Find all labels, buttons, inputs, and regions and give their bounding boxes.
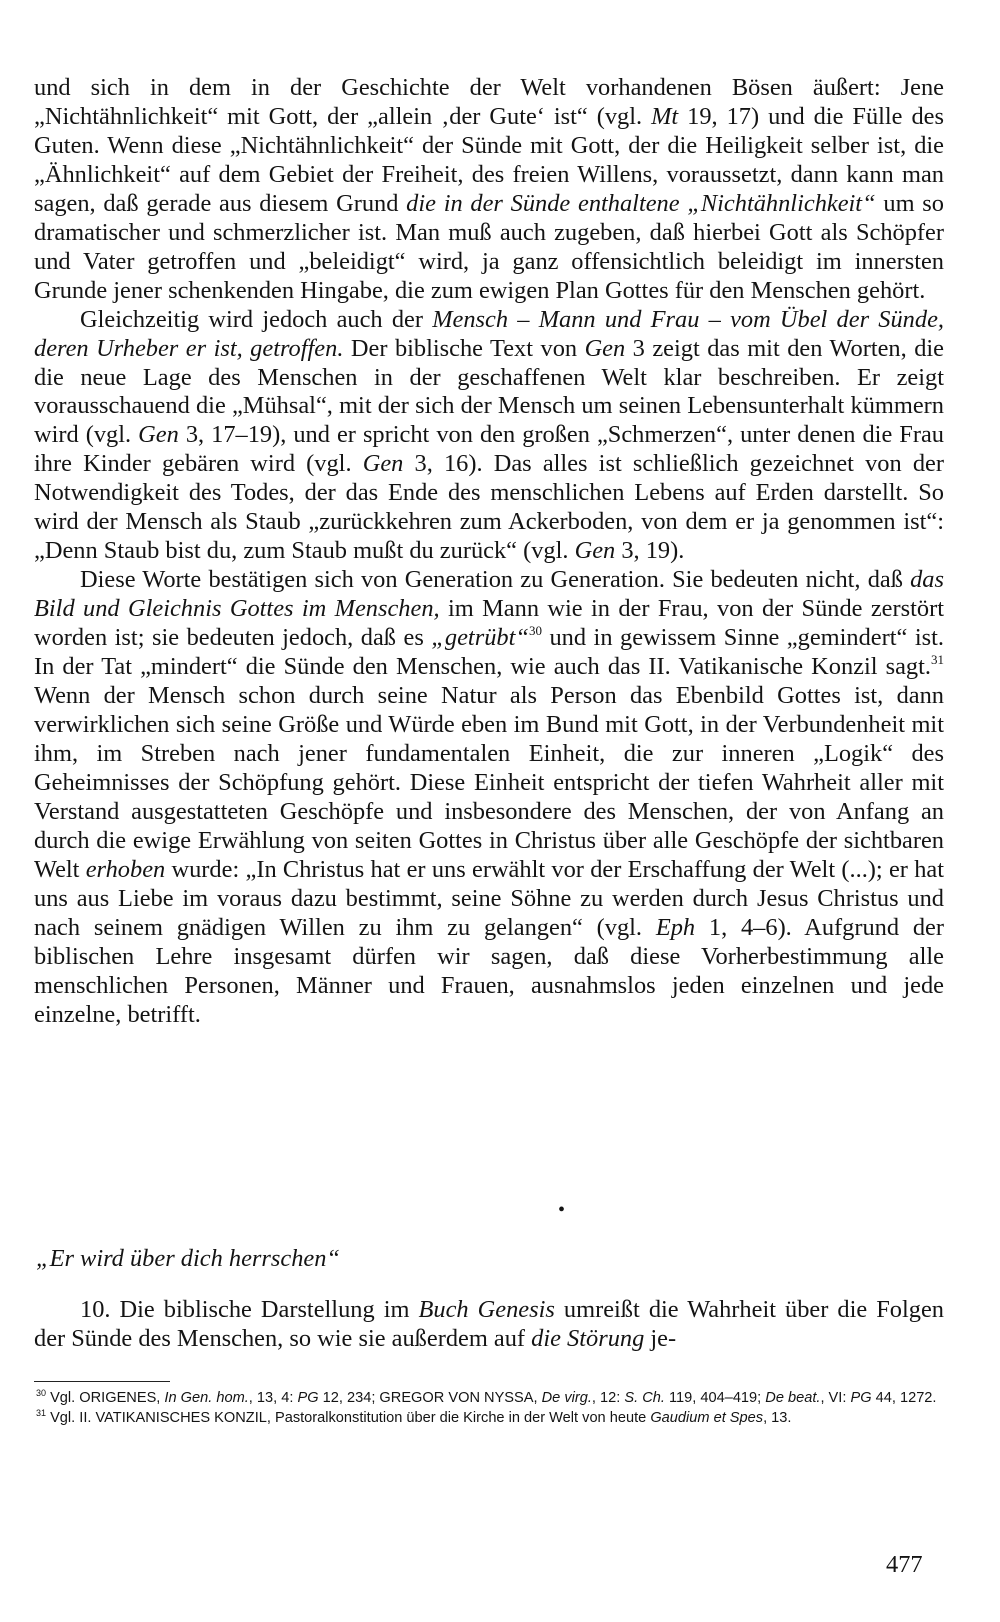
footnote-divider — [34, 1381, 170, 1382]
footnote-31: $^{31}$ Vgl. II. VATIKANISCHES KONZIL, Pastoralkonstitution über die Kirche in der Welt von heute Gaudium et Spes, 13. — [36, 1408, 792, 1426]
paragraph-2: Gleichzeitig wird jedoch auch der Mensch – Mann und Frau – vom Übel der Sünde, deren Urheber er ist, getroffen. Der biblische Text von Gen 3 zeigt das mit den Worten, die die neue Lage des Menschen in der geschaffenen Welt klar beschreiben. Er zeigt vorausschauend die „Mühsal“, mit der sich der Mensch um seinen Lebensunterhalt kümmern wird (vgl. Gen 3, 17–19), und er spricht von den großen „Schmerzen“, unter denen die Frau ihre Kinder gebären wird (vgl. Gen 3, 16). Das alles ist schließlich gezeichnet von der Notwendigkeit des Todes, der das Ende des menschlichen Lebens auf Erden darstellt. So wird der Mensch als Staub „zurückkehren zum Ackerboden, von dem er ja genommen ist“: „Denn Staub bist du, zum Staub mußt du zurück“ (vgl. Gen 3, 19). — [34, 305, 945, 565]
footnote-30: $^{30}$ Vgl. ORIGENES, In Gen. hom., 13, 4: PG 12, 234; GREGOR VON NYSSA, De virg., 12: S. Ch. 119, 404–419; De beat., VI: PG 44, 1272. — [36, 1388, 937, 1406]
section-bullet: • — [558, 1199, 566, 1221]
paragraph-3: Diese Worte bestätigen sich von Generation zu Generation. Sie bedeuten nicht, daß das Bild und Gleichnis Gottes im Menschen, im Mann wie in der Frau, von der Sünde zerstört worden ist; sie bedeuten jedoch, daß es „getrübt“$^{30}$ und in gewissem Sinne „gemindert“ ist. In der Tat „mindert“ die Sünde den Menschen, wie auch das II. Vatikanische Konzil sagt.$^{31}$ Wenn der Mensch schon durch seine Natur als Person das Ebenbild Gottes ist, dann verwirklichen sich seine Größe und Würde eben im Bund mit Gott, in der Verbundenheit mit ihm, im Streben nach jener fundamentalen Einheit, die zur inneren „Logik“ des Geheimnisses der Schöpfung gehört. Diese Einheit entspricht der tiefen Wahrheit aller mit Verstand ausgestatteten Geschöpfe und insbesondere des Menschen, der von Anfang an durch die ewige Erwählung von seiten Gottes in Christus über alle Geschöpfe der sichtbaren Welt erhoben wurde: „In Christus hat er uns erwählt vor der Erschaffung der Welt (...); er hat uns aus Liebe im voraus dazu bestimmt, seine Söhne zu werden durch Jesus Christus und nach seinem gnädigen Willen zu ihm zu gelangen“ (vgl. Eph 1, 4–6). Aufgrund der biblischen Lehre insgesamt dürfen wir sagen, daß diese Vorherbestimmung alle menschlichen Personen, Männer und Frauen, ausnahmslos jeden einzelnen und jede einzelne, betrifft. — [34, 566, 944, 1028]
paragraph-1: und sich in dem in der Geschichte der Welt vorhandenen Bösen äußert: Jene „Nichtähnlichkeit“ mit Gott, der „allein ‚der Gute‘ ist“ (vgl. Mt 19, 17) und die Fülle des Guten. Wenn diese „Nichtähnlichkeit“ der Sünde mit Gott, der die Heiligkeit selber ist, die „Ähnlichkeit“ auf dem Gebiet der Freiheit, des freien Willens, voraussetzt, dann kann man sagen, daß gerade aus diesem Grund die in der Sünde enthaltene „Nichtähnlichkeit“ um so dramatischer und schmerzlicher ist. Man muß auch zugeben, daß hierbei Gott als Schöpfer und Vater getroffen und „beleidigt“ wird, ja ganz offensichtlich beleidigt im innersten Grunde jener schenkenden Hingabe, die zum ewigen Plan Gottes für den Menschen gehört. — [34, 74, 944, 304]
main-text-block — [34, 74, 944, 1029]
page-number: 477 — [886, 1551, 923, 1578]
section-paragraph-10: 10. Die biblische Darstellung im Buch Genesis umreißt die Wahrheit über die Folgen der Sünde des Menschen, so wie sie außerdem auf die Störung je- — [34, 1296, 944, 1352]
section-heading: „Er wird über dich herrschen“ — [36, 1245, 340, 1272]
footnotes — [36, 1388, 944, 1428]
section-text-block — [34, 1296, 944, 1354]
